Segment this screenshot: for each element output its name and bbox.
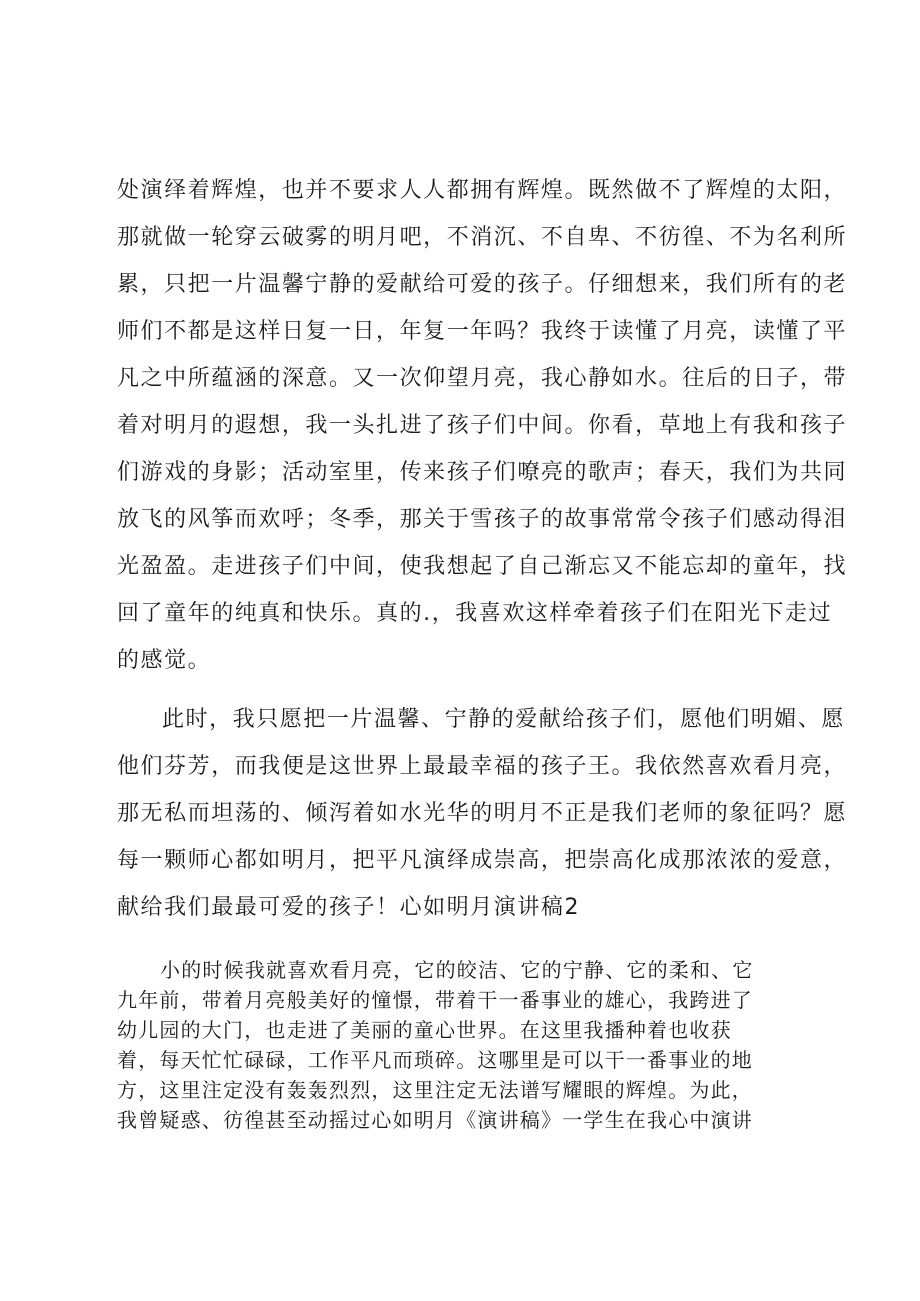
paragraph-3-line-4: 着，每天忙忙碌碌，工作平凡而琐碎。这哪里是可以干一番事业的地	[117, 1048, 753, 1072]
paragraph-1-line-2: 那就做一轮穿云破雾的明月吧，不消沉、不自卑、不彷徨、不为名利所	[117, 225, 848, 250]
paragraph-2-line-3: 那无私而坦荡的、倾泻着如水光华的明月不正是我们老师的象征吗？愿	[117, 801, 848, 826]
paragraph-1-line-3: 累，只把一片温馨宁静的爱献给可爱的孩子。仔细想来，我们所有的老	[117, 272, 848, 297]
paragraph-2-line-4: 每一颗师心都如明月，把平凡演绎成崇高，把崇高化成那浓浓的爱意，	[117, 848, 848, 873]
paragraph-2-line-5: 献给我们最最可爱的孩子！心如明月演讲稿2	[117, 895, 580, 920]
paragraph-1-line-4: 师们不都是这样日复一日，年复一年吗？我终于读懂了月亮，读懂了平	[117, 319, 848, 344]
paragraph-3-line-5: 方，这里注定没有轰轰烈烈，这里注定无法谱写耀眼的辉煌。为此，	[117, 1078, 753, 1102]
paragraph-1-line-11: 的感觉。	[117, 648, 212, 673]
paragraph-2-line-1: 此时，我只愿把一片温馨、宁静的爱献给孩子们，愿他们明媚、愿	[162, 707, 845, 732]
paragraph-3-line-1: 小的时候我就喜欢看月亮，它的皎洁、它的宁静、它的柔和、它	[160, 958, 754, 982]
paragraph-1-line-10: 回了童年的纯真和快乐。真的.，我喜欢这样牵着孩子们在阳光下走过	[117, 601, 833, 626]
paragraph-3-line-6: 我曾疑惑、彷徨甚至动摇过心如明月《演讲稿》一学生在我心中演讲	[117, 1108, 753, 1132]
paragraph-1-line-9: 光盈盈。走进孩子们中间，使我想起了自己渐忘又不能忘却的童年，找	[117, 554, 848, 579]
paragraph-2-line-2: 他们芬芳，而我便是这世界上最最幸福的孩子王。我依然喜欢看月亮，	[117, 754, 848, 779]
paragraph-3-line-3: 幼儿园的大门，也走进了美丽的童心世界。在这里我播种着也收获	[117, 1018, 732, 1042]
paragraph-1-line-5: 凡之中所蕴涵的深意。又一次仰望月亮，我心静如水。往后的日子，带	[117, 366, 848, 391]
paragraph-1-line-7: 们游戏的身影；活动室里，传来孩子们嘹亮的歌声；春天，我们为共同	[117, 460, 848, 485]
paragraph-1-line-6: 着对明月的遐想，我一头扎进了孩子们中间。你看，草地上有我和孩子	[117, 413, 848, 438]
paragraph-1-line-1: 处演绎着辉煌，也并不要求人人都拥有辉煌。既然做不了辉煌的太阳，	[117, 178, 848, 203]
paragraph-3-line-2: 九年前，带着月亮般美好的憧憬，带着干一番事业的雄心，我跨进了	[117, 988, 753, 1012]
paragraph-1-line-8: 放飞的风筝而欢呼；冬季，那关于雪孩子的故事常常令孩子们感动得泪	[117, 507, 848, 532]
